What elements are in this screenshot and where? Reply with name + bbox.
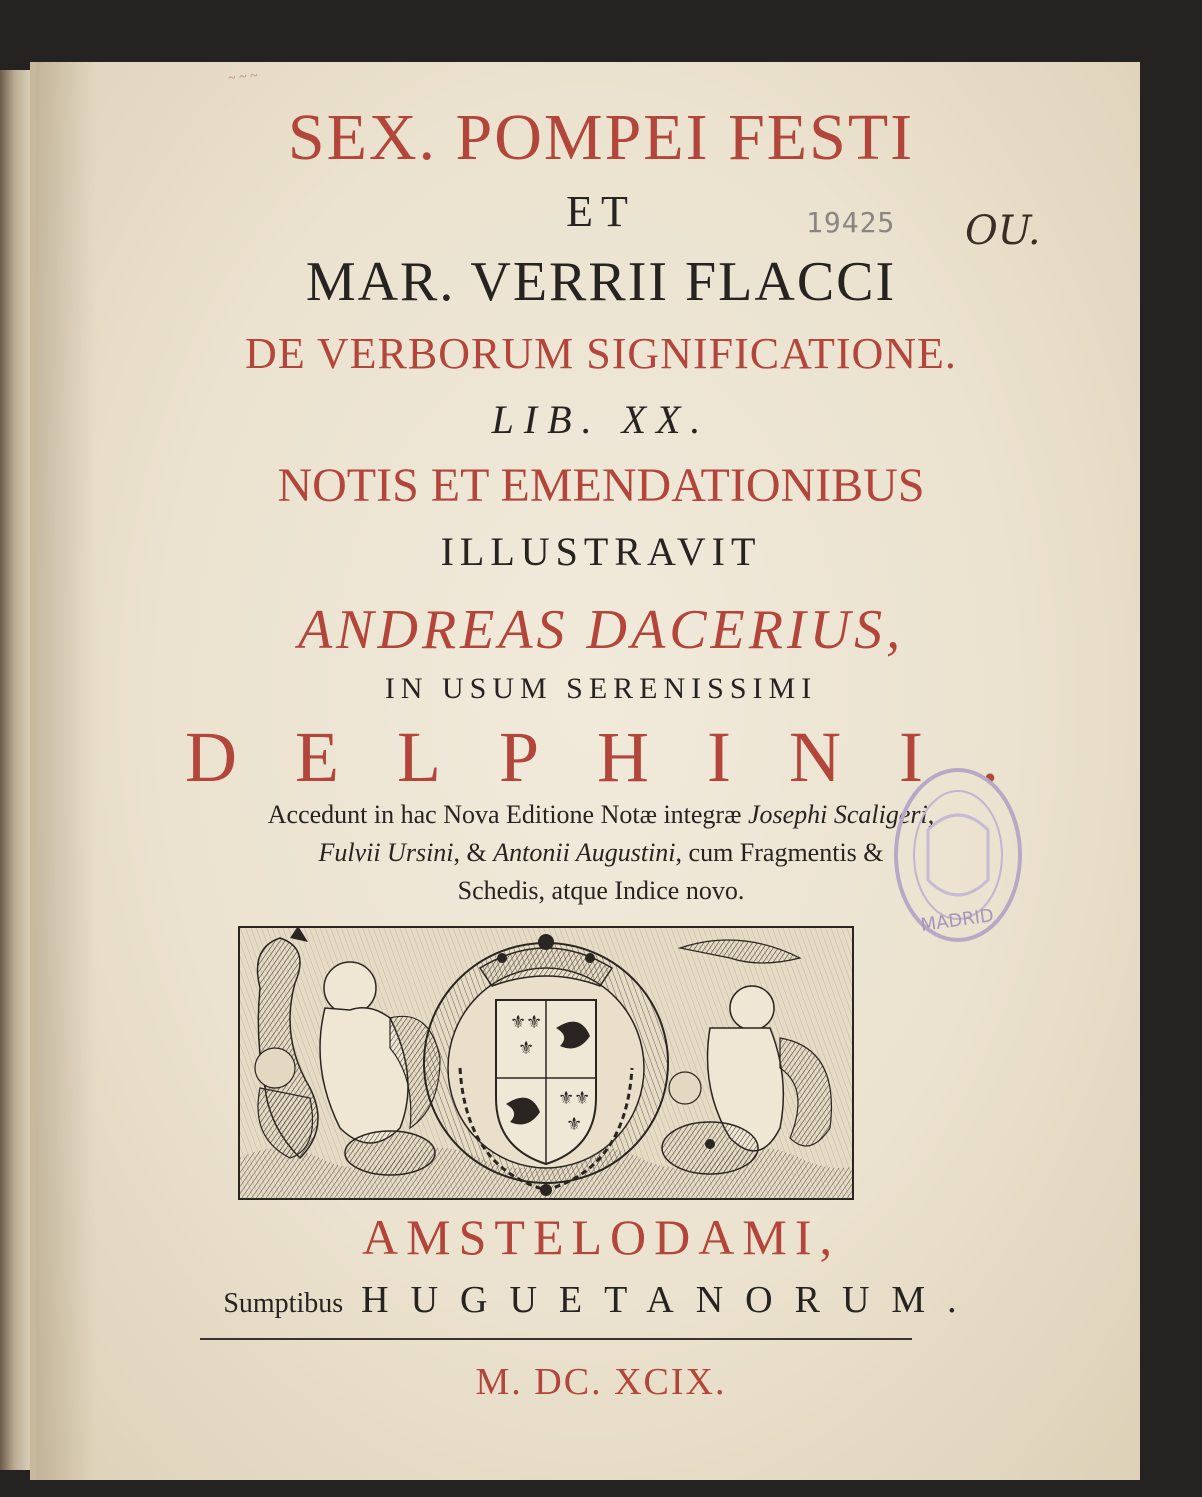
title-line-delphini: DELPHINI.: [185, 717, 1057, 797]
imprint-publisher-line: [0, 1278, 1202, 1322]
imprint-year: M. DC. XCIX.: [475, 1361, 727, 1403]
subtitle-name-scaliger: Josephi Scaligeri: [747, 800, 928, 829]
svg-text:⚜: ⚜: [510, 1012, 527, 1033]
title-line-de-verborum: DE VERBORUM SIGNIFICATIONE.: [245, 329, 957, 378]
subtitle-name-augustinus: Antonii Augustini: [493, 838, 676, 867]
title-line-et: ET: [566, 187, 636, 236]
handwritten-mark: OU.: [965, 208, 1041, 254]
faint-top-scribble: ~ ~ ~: [227, 68, 259, 87]
engraved-vignette-dauphin-arms: [238, 926, 854, 1200]
title-line-illustravit: ILLUSTRAVIT: [440, 529, 762, 574]
svg-text:⚜: ⚜: [526, 1012, 543, 1033]
subtitle-text-accedunt: Accedunt in hac Nova Editione Notæ integræ: [267, 800, 748, 829]
subtitle-name-ursinus: Fulvii Ursini: [318, 838, 454, 867]
library-seal-stamp: [888, 760, 1028, 950]
subtitle-text-fragmentis: , cum Fragmentis &: [675, 838, 884, 867]
imprint-publisher: HUGUETANORUM.: [361, 1279, 979, 1321]
title-line-in-usum: IN USUM SERENISSIMI: [384, 672, 818, 705]
title-line-lib: LIB. XX.: [491, 397, 711, 442]
subtitle-text-and: , &: [453, 838, 494, 867]
seal-text: MADRID: [919, 905, 996, 937]
svg-text:⚜: ⚜: [558, 1088, 575, 1109]
svg-text:⚜: ⚜: [518, 1038, 535, 1059]
title-line-notis: NOTIS ET EMENDATIONIBUS: [277, 459, 925, 512]
title-line-verrius: MAR. VERRII FLACCI: [305, 251, 897, 313]
imprint-rule: [200, 1338, 912, 1340]
imprint-sumptibus: Sumptibus: [223, 1288, 344, 1319]
subtitle-comma: ,: [927, 800, 935, 829]
svg-text:⚜: ⚜: [566, 1114, 583, 1135]
shelf-number-stamp: 19425: [806, 206, 896, 239]
subtitle-line-3: Schedis, atque Indice novo.: [457, 876, 745, 905]
svg-text:⚜: ⚜: [574, 1088, 591, 1109]
editor-name: ANDREAS DACERIUS,: [297, 599, 905, 661]
imprint-city: AMSTELODAMI,: [362, 1209, 840, 1265]
title-line-festus: SEX. POMPEI FESTI: [287, 101, 915, 174]
